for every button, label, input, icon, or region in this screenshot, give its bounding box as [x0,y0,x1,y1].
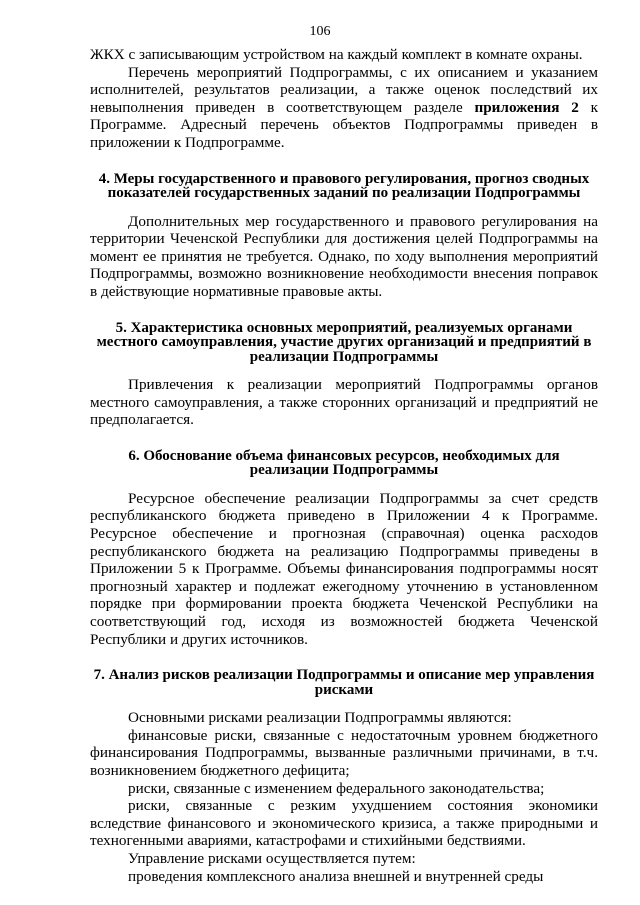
page-content [90,46,598,885]
section-heading: 7. Анализ рисков реализации Подпрограммы и описание мер управления рисками [93,667,595,698]
bold-reference: приложения 2 [474,98,579,116]
section-heading: 6. Обоснование объема финансовых ресурсов, необходимых для реализации Подпрограммы [128,447,560,479]
paragraph: Управление рисками осуществляется путем: [128,849,416,867]
list-paragraph: проведения комплексного анализа внешней и внутренней среды [128,867,544,885]
section-heading: 5. Характеристика основных мероприятий, реализуемых органами местного самоуправления, участие других организаций и предприятий в реализации Подпрограммы [96,319,592,365]
paragraph: Основными рисками реализации Подпрограммы являются: [128,709,512,727]
page-number: 106 [309,24,331,39]
paragraph [90,64,598,152]
continued-line: ЖКХ с записывающим устройством на каждый комплект в комнате охраны. [90,46,583,63]
paragraph: Ресурсное обеспечение реализации Подпрограммы за счет средств республиканского бюджета приведено в Приложении 4 к Программе. Ресурсное обеспечение и прогнозная (справочная) оценка расходов республиканского бюджета на реализацию Подпрограммы приведены в Приложении 5 к Программе. Объемы финансирования подпрограммы носят прогнозный характер и подлежат ежегодному уточнению в установленном порядке при формировании проекта бюджета Чеченской Республики на соответствующий год, исходя из возможностей бюджета Чеченской Республики и других источников. [90,489,598,648]
list-paragraph: финансовые риски, связанные с недостаточным уровнем бюджетного финансирования Подпрограммы, вызванные различными причинами, в т.ч. возникновением бюджетного дефицита; [90,726,598,779]
paragraph: Дополнительных мер государственного и правового регулирования на территории Чеченской Республики для достижения целей Подпрограммы на момент ее принятия не требуется. Однако, по ходу выполнения мероприятий Подпрограммы, возможно возникновение необходимости внесения поправок в действующие нормативные правовые акты. [90,212,598,300]
text-run: к Программе. Адресный перечень объектов Подпрограммы приведен в приложении к Подпрограмме. [90,98,598,151]
text-run: Перечень мероприятий Подпрограммы, с их описанием и указанием исполнителей, результатов реализации, а также оценок последствий их невыполнения приведен в соответствующем разделе [90,63,598,116]
list-paragraph: риски, связанные с резким ухудшением состояния экономики вследствие финансового и экономического кризиса, а также природными и техногенными авариями, катастрофами и стихийными бедствиями. [90,797,598,850]
paragraph: Привлечения к реализации мероприятий Подпрограммы органов местного самоуправления, а также сторонних организаций и предприятий не предполагается. [90,376,598,429]
list-paragraph: риски, связанные с изменением федерального законодательства; [128,779,545,797]
section-heading: 4. Меры государственного и правового регулирования, прогноз сводных показателей государственных заданий по реализации Подпрограммы [98,170,590,202]
